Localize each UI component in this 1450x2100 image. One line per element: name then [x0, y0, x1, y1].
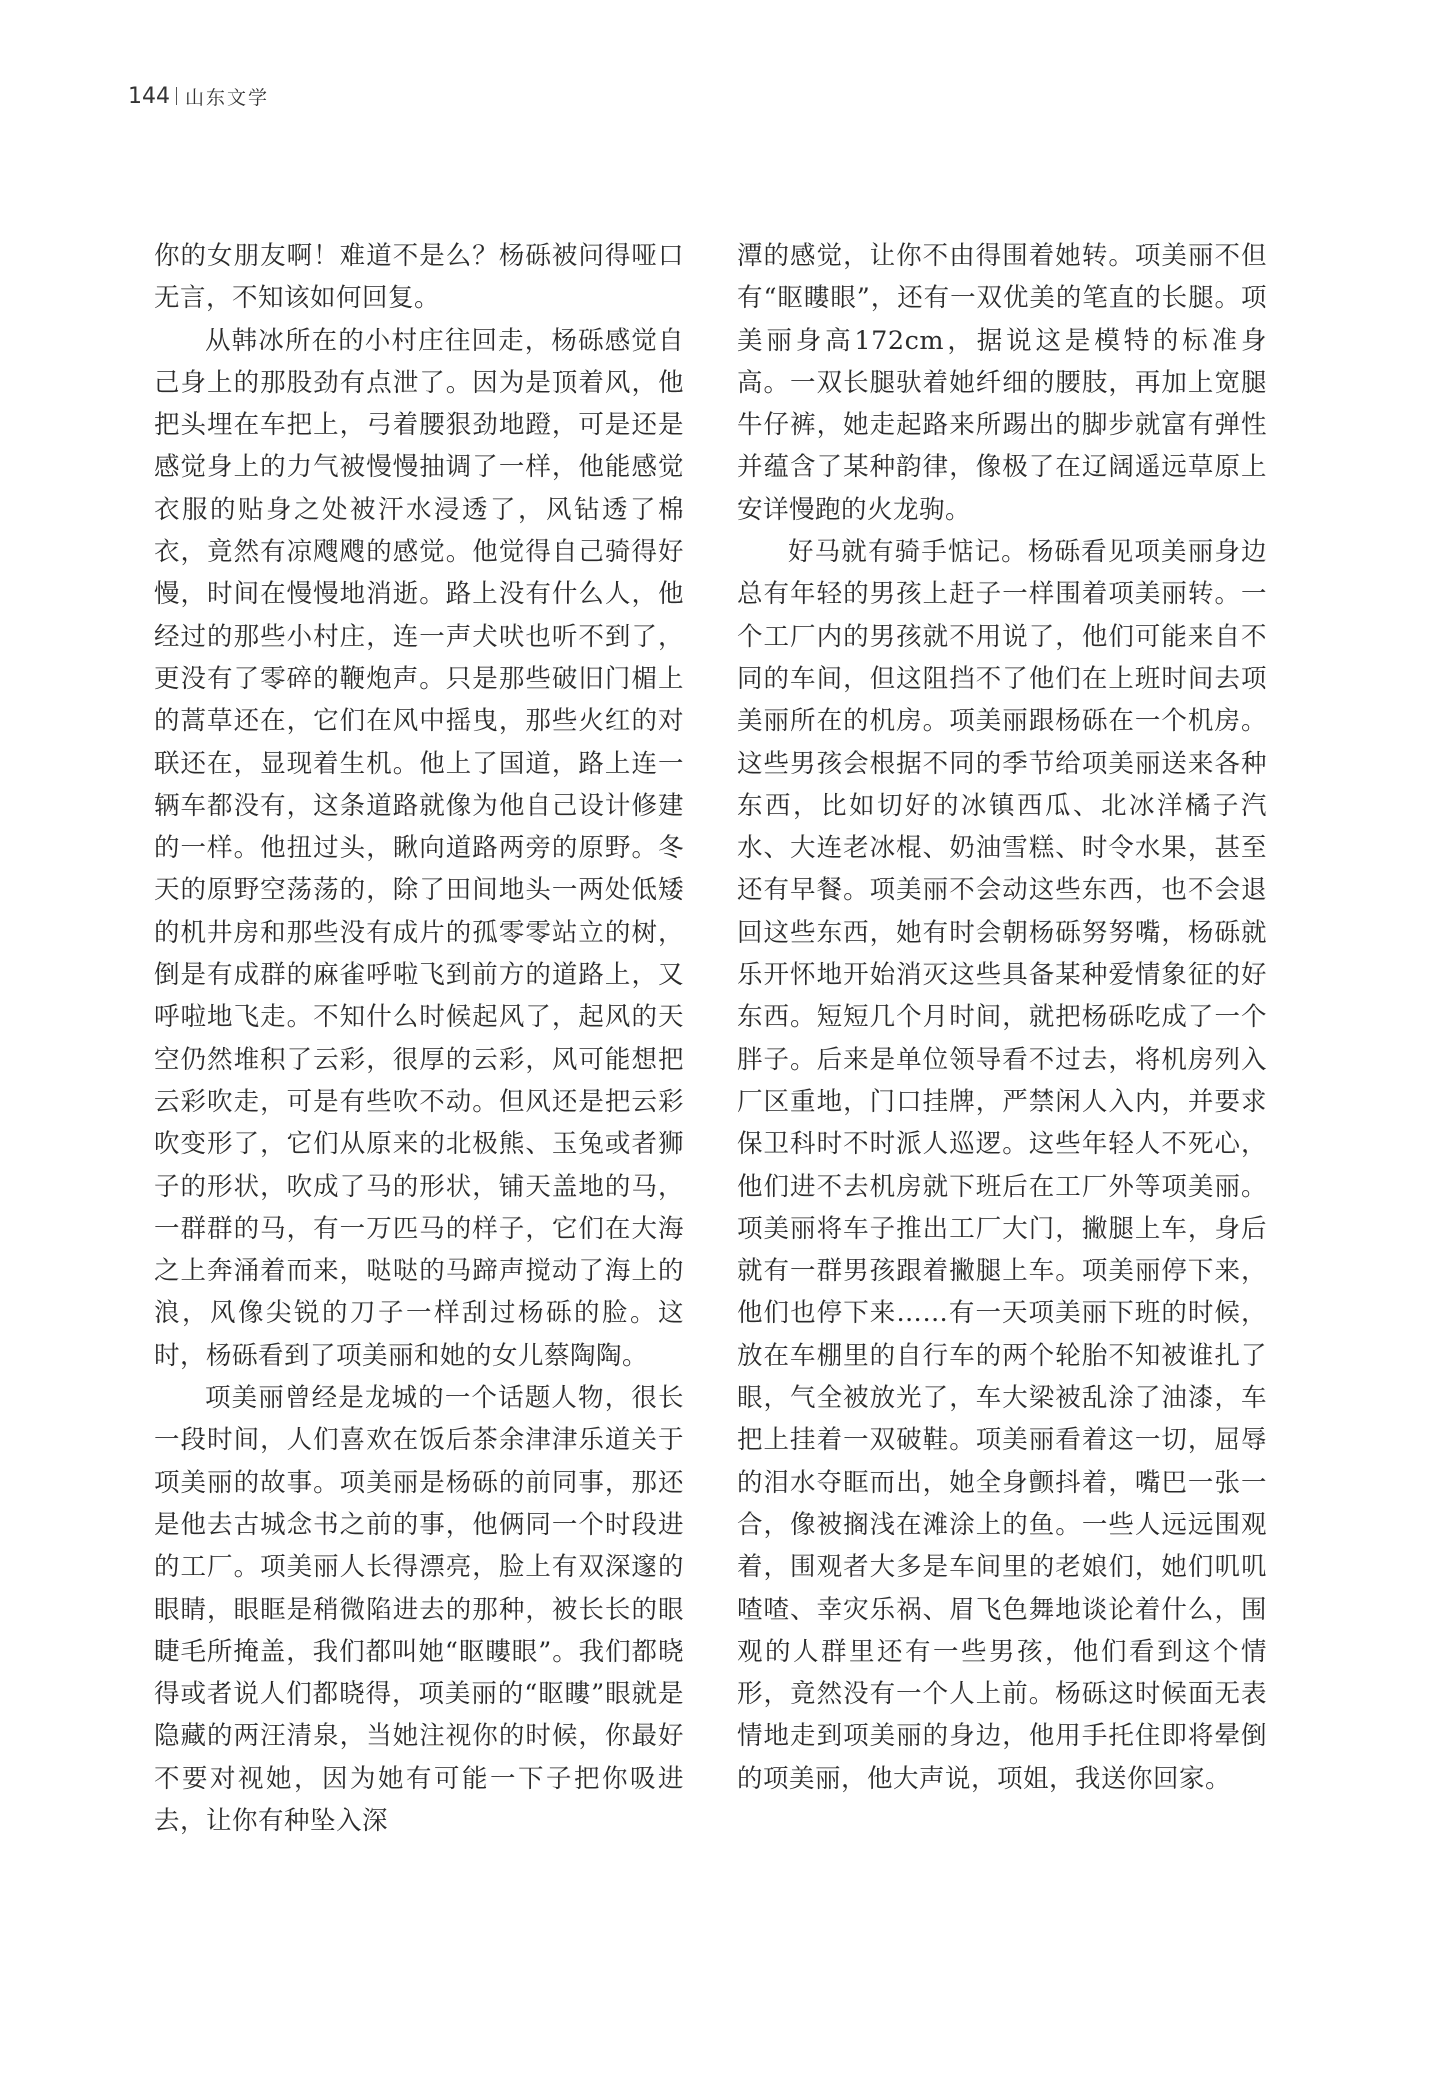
paragraph: 潭的感觉，让你不由得围着她转。项美丽不但有“眍瞜眼”，还有一双优美的笔直的长腿。项美丽身高172cm，据说这是模特的标准身高。一双长腿驮着她纤细的腰肢，再加上宽腿牛仔裤，她走起路来所踢出的脚步就富有弹性并蕴含了某种韵律，像极了在辽阔遥远草原上安详慢跑的火龙驹。 — [737, 241, 1267, 525]
left-column — [154, 235, 684, 1842]
header-divider — [176, 87, 177, 105]
paragraph: 你的女朋友啊！难道不是么？杨砾被问得哑口无言，不知该如何回复。 — [154, 241, 684, 314]
running-header — [128, 80, 269, 112]
journal-title: 山东文学 — [185, 86, 270, 109]
paragraph: 项美丽曾经是龙城的一个话题人物，很长一段时间，人们喜欢在饭后茶余津津乐道关于项美丽的故事。项美丽是杨砾的前同事，那还是他去古城念书之前的事，他俩同一个时段进的工厂。项美丽人长得漂亮，脸上有双深邃的眼睛，眼眶是稍微陷进去的那种，被长长的眼睫毛所掩盖，我们都叫她“眍瞜眼”。我们都晓得或者说人们都晓得，项美丽的“眍瞜”眼就是隐藏的两汪清泉，当她注视你的时候，你最好不要对视她，因为她有可能一下子把你吸进去，让你有种坠入深 — [154, 1383, 684, 1836]
page-number: 144 — [128, 83, 170, 109]
paragraph: 从韩冰所在的小村庄往回走，杨砾感觉自己身上的那股劲有点泄了。因为是顶着风，他把头埋在车把上，弓着腰狠劲地蹬，可是还是感觉身上的力气被慢慢抽调了一样，他能感觉衣服的贴身之处被汗水浸透了，风钻透了棉衣，竟然有凉飕飕的感觉。他觉得自己骑得好慢，时间在慢慢地消逝。路上没有什么人，他经过的那些小村庄，连一声犬吠也听不到了，更没有了零碎的鞭炮声。只是那些破旧门楣上的蒿草还在，它们在风中摇曳，那些火红的对联还在，显现着生机。他上了国道，路上连一辆车都没有，这条道路就像为他自己设计修建的一样。他扭过头，瞅向道路两旁的原野。冬天的原野空荡荡的，除了田间地头一两处低矮的机井房和那些没有成片的孤零零站立的树，倒是有成群的麻雀呼啦飞到前方的道路上，又呼啦地飞走。不知什么时候起风了，起风的天空仍然堆积了云彩，很厚的云彩，风可能想把云彩吹走，可是有些吹不动。但风还是把云彩吹变形了，它们从原来的北极熊、玉兔或者狮子的形状，吹成了马的形状，铺天盖地的马，一群群的马，有一万匹马的样子，它们在大海之上奔涌着而来，哒哒的马蹄声搅动了海上的浪，风像尖锐的刀子一样刮过杨砾的脸。这时，杨砾看到了项美丽和她的女儿蔡陶陶。 — [154, 325, 684, 1371]
paragraph: 好马就有骑手惦记。杨砾看见项美丽身边总有年轻的男孩上赶子一样围着项美丽转。一个工厂内的男孩就不用说了，他们可能来自不同的车间，但这阻挡不了他们在上班时间去项美丽所在的机房。项美丽跟杨砾在一个机房。这些男孩会根据不同的季节给项美丽送来各种东西，比如切好的冰镇西瓜、北冰洋橘子汽水、大连老冰棍、奶油雪糕、时令水果，甚至还有早餐。项美丽不会动这些东西，也不会退回这些东西，她有时会朝杨砾努努嘴，杨砾就乐开怀地开始消灭这些具备某种爱情象征的好东西。短短几个月时间，就把杨砾吃成了一个胖子。后来是单位领导看不过去，将机房列入厂区重地，门口挂牌，严禁闲人入内，并要求保卫科时不时派人巡逻。这些年轻人不死心，他们进不去机房就下班后在工厂外等项美丽。项美丽将车子推出工厂大门，撇腿上车，身后就有一群男孩跟着撇腿上车。项美丽停下来，他们也停下来……有一天项美丽下班的时候，放在车棚里的自行车的两个轮胎不知被谁扎了眼，气全被放光了，车大梁被乱涂了油漆，车把上挂着一双破鞋。项美丽看着这一切，屈辱的泪水夺眶而出，她全身颤抖着，嘴巴一张一合，像被搁浅在滩涂上的鱼。一些人远远围观着，围观者大多是车间里的老娘们，她们叽叽喳喳、幸灾乐祸、眉飞色舞地谈论着什么，围观的人群里还有一些男孩，他们看到这个情形，竟然没有一个人上前。杨砾这时候面无表情地走到项美丽的身边，他用手托住即将晕倒的项美丽，他大声说，项姐，我送你回家。 — [737, 537, 1267, 1794]
right-column — [737, 235, 1267, 1800]
